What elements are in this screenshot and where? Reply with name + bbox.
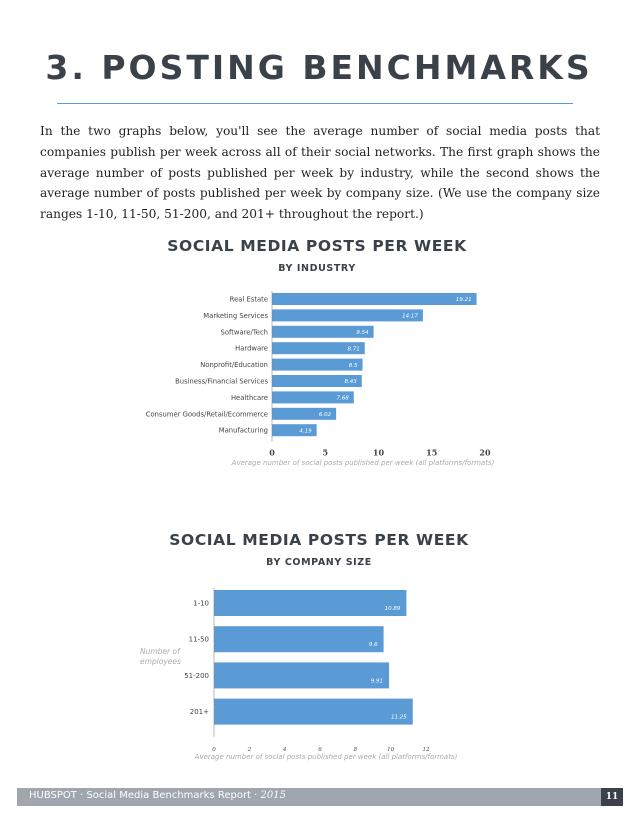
- footer-separator: ·: [250, 790, 261, 801]
- category-label: 201+: [189, 708, 209, 717]
- bar: [214, 626, 384, 652]
- data-label: 9.91: [370, 678, 384, 685]
- tick-label: 4: [282, 746, 287, 753]
- bar: [272, 309, 423, 321]
- bar: [272, 293, 477, 305]
- footer-report-title: Social Media Benchmarks Report: [86, 790, 251, 801]
- data-label: 8.5: [348, 362, 358, 369]
- data-label: 8.71: [347, 346, 360, 353]
- tick-label: 8: [353, 746, 358, 753]
- data-label: 10.89: [384, 606, 401, 612]
- footer-year: 2015: [260, 790, 286, 801]
- category-label: Marketing Services: [203, 311, 268, 320]
- category-label: 1-10: [193, 599, 209, 608]
- tick-label: 0: [269, 447, 275, 458]
- category-label: Business/Financial Services: [175, 377, 268, 386]
- category-label: Healthcare: [230, 393, 268, 402]
- category-label: Real Estate: [229, 295, 268, 304]
- chart-title: SOCIAL MEDIA POSTS PER WEEK: [169, 531, 469, 549]
- bar: [214, 662, 389, 688]
- data-label: 8.43: [344, 379, 357, 386]
- data-label: 6.02: [318, 412, 332, 418]
- footer-bar: [17, 788, 623, 806]
- category-label: Hardware: [235, 344, 268, 353]
- page-number: 11: [601, 788, 623, 806]
- category-label: Manufacturing: [218, 426, 268, 435]
- footer-separator: ·: [76, 790, 87, 801]
- data-label: 7.68: [336, 395, 349, 402]
- chart-caption: Average number of social posts published per week (all platforms/formats): [231, 459, 495, 467]
- category-label: Nonprofit/Education: [200, 361, 268, 370]
- chart-subtitle: BY INDUSTRY: [278, 263, 356, 274]
- footer-brand: HUBSPOT: [29, 790, 77, 801]
- industry-chart: [0, 225, 638, 475]
- tick-label: 5: [322, 447, 329, 458]
- category-label: Consumer Goods/Retail/Ecommerce: [145, 410, 268, 419]
- tick-label: 6: [318, 746, 322, 753]
- data-label: 19.21: [455, 297, 472, 304]
- data-label: 9.6: [368, 642, 378, 649]
- tick-label: 0: [212, 746, 216, 753]
- data-label: 4.19: [299, 428, 312, 435]
- chart-subtitle: BY COMPANY SIZE: [266, 557, 372, 568]
- data-label: 14.17: [402, 313, 418, 320]
- data-label: 11.25: [391, 714, 407, 721]
- tick-label: 10: [372, 447, 385, 458]
- bar: [214, 699, 413, 725]
- title-divider: [57, 103, 573, 104]
- tick-label: 15: [426, 447, 438, 458]
- y-axis-label: Number of employees: [140, 647, 181, 666]
- category-label: 51-200: [184, 671, 209, 680]
- footer-text: [29, 790, 286, 801]
- tick-label: 20: [479, 447, 491, 458]
- tick-label: 10: [387, 746, 395, 753]
- tick-label: 2: [247, 746, 252, 753]
- category-label: Software/Tech: [220, 328, 268, 337]
- bar: [214, 590, 406, 616]
- category-label: 11-50: [188, 635, 209, 644]
- data-label: 9.54: [356, 330, 369, 336]
- tick-label: 12: [422, 746, 430, 753]
- chart-title: SOCIAL MEDIA POSTS PER WEEK: [167, 237, 467, 255]
- intro-paragraph: In the two graphs below, you'll see the average number of social media posts that companies publish per week across all of their social networks. The first graph shows the average number of posts published per week by industry, while the second shows the average number of posts published per week by company size. (We use the company size ranges 1-10, 11-50, 51-200, and 201+ throughout the report.): [40, 124, 600, 222]
- company-size-chart: [0, 520, 638, 770]
- chart-caption: Average number of social posts published per week (all platforms/formats): [194, 753, 458, 761]
- page-title: 3. POSTING BENCHMARKS: [45, 48, 593, 87]
